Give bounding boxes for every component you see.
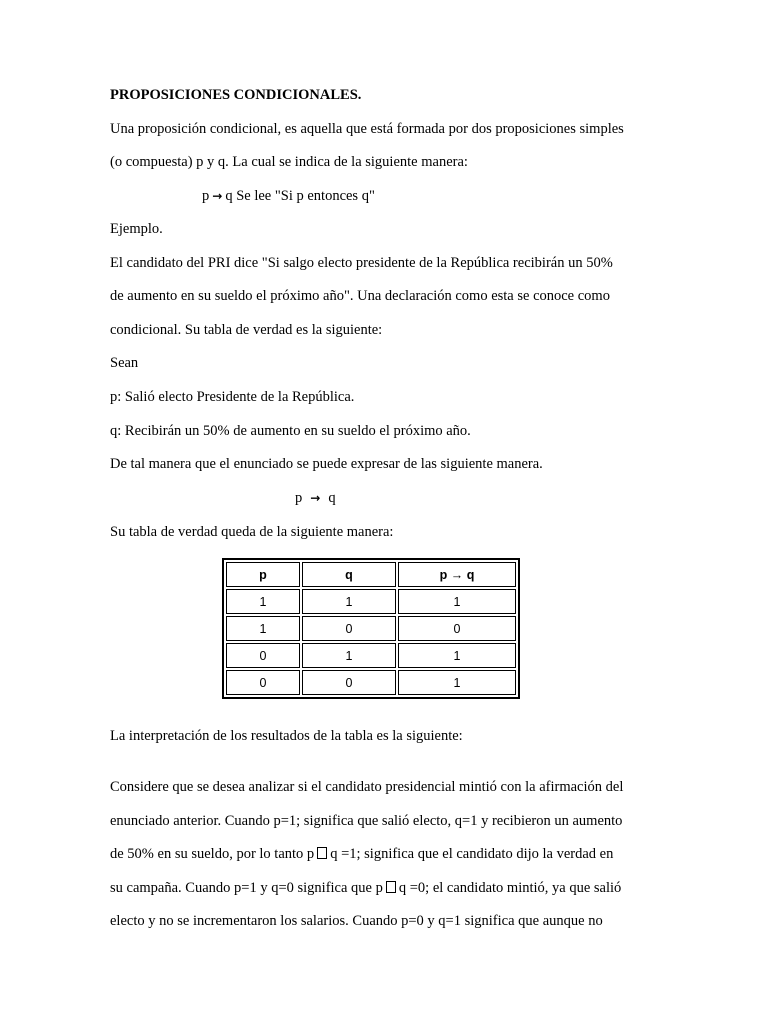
table-row	[226, 643, 516, 668]
missing-glyph-icon	[386, 881, 396, 893]
formula-line	[202, 187, 375, 205]
paragraph-line-1: Considere que se desea analizar si el candidato presidencial mintió con la afirmación del	[110, 779, 624, 795]
intro-line-1: Una proposición condicional, es aquella que está formada por dos proposiciones simples	[110, 121, 624, 137]
header-p-implies-q: p → q	[398, 562, 516, 587]
expression-intro: De tal manera que el enunciado se puede expresar de las siguiente manera.	[110, 456, 543, 472]
table-header-row	[226, 562, 516, 587]
arrow-icon: →	[212, 189, 223, 203]
expression-q: q	[328, 490, 336, 506]
cell-p: 0	[226, 670, 300, 695]
paragraph-line-2: enunciado anterior. Cuando p=1; significa que salió electo, q=1 y recibieron un aumento	[110, 813, 623, 829]
truth-table	[222, 558, 520, 699]
table-row	[226, 589, 516, 614]
paragraph-line-4b: q =0; el candidato mintió, ya que salió	[398, 880, 622, 896]
cell-q: 1	[302, 589, 396, 614]
paragraph-line-4a: su campaña. Cuando p=1 y q=0 significa que p	[110, 880, 383, 896]
q-definition: q: Recibirán un 50% de aumento en su sueldo el próximo año.	[110, 423, 471, 439]
example-label: Ejemplo.	[110, 221, 163, 237]
paragraph-line-4	[110, 879, 621, 897]
intro-line-2: (o compuesta) p y q. La cual se indica de la siguiente manera:	[110, 154, 468, 170]
cell-result: 0	[398, 616, 516, 641]
cell-p: 1	[226, 589, 300, 614]
cell-p: 0	[226, 643, 300, 668]
paragraph-line-3b: q =1; significa que el candidato dijo la verdad en	[330, 846, 614, 862]
page-title: PROPOSICIONES CONDICIONALES.	[110, 87, 362, 103]
p-definition: p: Salió electo Presidente de la República.	[110, 389, 355, 405]
table-row	[226, 616, 516, 641]
cell-result: 1	[398, 670, 516, 695]
header-q: q	[302, 562, 396, 587]
cell-q: 0	[302, 670, 396, 695]
table-intro: Su tabla de verdad queda de la siguiente manera:	[110, 524, 394, 540]
table-row	[226, 670, 516, 695]
missing-glyph-icon	[317, 847, 327, 859]
header-p: p	[226, 562, 300, 587]
example-line-1: El candidato del PRI dice "Si salgo electo presidente de la República recibirán un 50%	[110, 255, 613, 271]
arrow-icon: →	[310, 491, 321, 505]
sean-label: Sean	[110, 355, 139, 371]
cell-q: 1	[302, 643, 396, 668]
formula-rest: q Se lee "Si p entonces q"	[225, 188, 375, 204]
cell-p: 1	[226, 616, 300, 641]
paragraph-line-3a: de 50% en su sueldo, por lo tanto p	[110, 846, 315, 862]
paragraph-line-5: electo y no se incrementaron los salarios. Cuando p=0 y q=1 significa que aunque no	[110, 913, 603, 929]
paragraph-line-3	[110, 845, 613, 863]
cell-q: 0	[302, 616, 396, 641]
example-line-2: de aumento en su sueldo el próximo año". Una declaración como esta se conoce como	[110, 288, 610, 304]
interpretation-intro: La interpretación de los resultados de la tabla es la siguiente:	[110, 728, 463, 744]
cell-result: 1	[398, 643, 516, 668]
formula-p: p	[202, 188, 210, 204]
expression-line	[295, 489, 336, 507]
expression-p: p	[295, 490, 303, 506]
example-line-3: condicional. Su tabla de verdad es la siguiente:	[110, 322, 383, 338]
cell-result: 1	[398, 589, 516, 614]
